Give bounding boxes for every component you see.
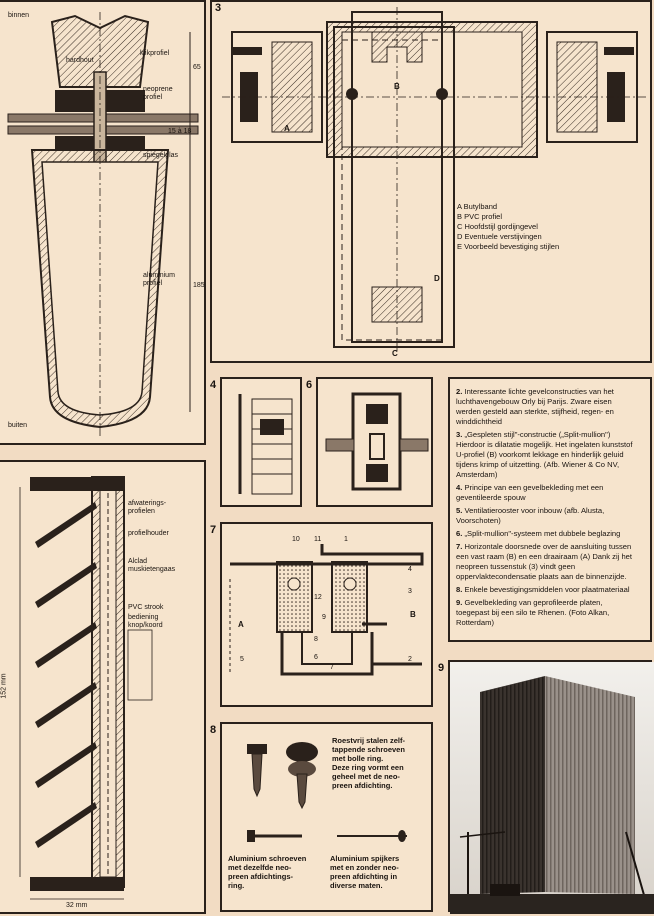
figure-3-legend [457,202,559,252]
legend-item-a: A Butylband [457,202,498,211]
figure-8-number: 8 [210,724,217,736]
note-alu-nails: Aluminium spijkers met en zonder neo- preen afdichting in diverse maten. [330,854,400,890]
fig7-label-9: 9 [322,614,326,621]
fig7-label-11: 11 [314,536,322,543]
figure-7-drawing [222,524,435,709]
caption-5: 5. Ventilatierooster voor inbouw (afb. Alusta, Voorschoten) [456,506,605,525]
caption-2: 2. Interessante lichte gevelconstructies van het luchthavengebouw Orly bij Parijs. Zware eisen werden gesteld aan sterkte, stijfheid, regen- en winddichtheid [456,387,614,426]
note-alu-screws: Aluminium schroeven met dezelfde neo- preen afdichtings- ring. [228,854,307,890]
fig7-label-2: 2 [408,656,412,663]
figure-5-drawing [0,462,208,916]
legend-item-d: D Eventuele verstijvingen [457,232,542,241]
captions-list [456,387,636,631]
figure-8-panel [210,722,433,912]
caption-6: 6. „Split-mullion"-systeem met dubbele beglazing [456,529,621,538]
label-alclad: Alclad muskietengaas [128,558,176,573]
figure-7-panel [210,522,433,707]
label-spiegelglas: spiegelglas [143,152,179,159]
figure-5-panel [0,460,206,914]
figure-3-number: 3 [215,2,222,14]
silo-photo [450,662,654,914]
figure-1-drawing [0,2,208,447]
caption-7: 7. Horizontale doorsnede over de aansluiting tussen een vast raam (B) en een draairaam (A) Dank zij het neopreen tussenstuk (3) vindt geen oppervlaktecondensatie plaats aan de binnenzijde. [456,542,632,581]
fig7-label-8: 8 [314,636,318,643]
legend-item-c: C Hoofdstijl gordijngevel [457,222,538,231]
caption-4: 4. Principe van een gevelbekleding met een geventileerde spouw [456,483,604,502]
figure-4-drawing [222,379,304,509]
label-hardhout: hardhout [66,57,94,64]
legend-item-e: E Voorbeeld bevestiging stijlen [457,242,560,251]
caption-8: 8. Enkele bevestigingsmiddelen voor plaatmateriaal [456,585,630,594]
label-dim-65: 65 [193,64,201,71]
figure-9-number: 9 [438,662,445,674]
fig7-label-5: 5 [240,656,244,663]
label-profielhouder: profielhouder [128,530,169,537]
figure-7-number: 7 [210,524,217,536]
label-bediening: bediening knop/koord [128,614,163,629]
figure-4-number: 4 [210,379,217,391]
figure-3-marker-c: C [392,349,398,358]
label-klikprofiel: klikprofiel [140,50,170,57]
figure-9-panel [438,660,652,912]
label-dim-185: 185 [193,282,205,289]
figure-3-panel [210,0,652,363]
label-height: 152 mm [0,673,8,699]
fig7-label-3: 3 [408,588,412,595]
figure-4-panel [210,377,302,507]
label-afwatering: afwaterings- profielen [128,500,167,515]
figure-3-drawing [212,2,654,365]
label-neoprene: neoprene profiel [143,86,173,101]
legend-item-b: B PVC profiel [457,212,503,221]
figure-6-drawing [318,379,435,509]
fig7-label-7: 7 [330,664,334,671]
label-pvc: PVC strook [128,604,164,611]
figure-6-panel [306,377,433,507]
label-binnen: binnen [8,12,30,19]
fig7-label-4: 4 [408,566,412,573]
fig7-label-1: 1 [344,536,348,543]
label-width: 32 mm [66,902,88,909]
fig7-label-10: 10 [292,536,300,543]
figure-1-panel [0,0,206,445]
figure-3-marker-d: D [434,274,440,283]
fig7-marker-b: B [410,610,416,619]
fig7-label-6: 6 [314,654,318,661]
figure-3-marker-b: B [394,82,400,91]
label-dim-15: 15 à 18 [168,128,192,135]
figure-6-number: 6 [306,379,313,391]
figure-3-marker-a: A [284,124,290,133]
caption-9: 9. Gevelbekleding van geprofileerde platen, toegepast bij een silo te Rhenen. (Foto Alkan, Rotterdam) [456,598,610,627]
label-aluminium: aluminium profiel [143,272,175,287]
fig7-label-12: 12 [314,594,322,601]
fig7-marker-a: A [238,620,244,629]
captions-panel [448,377,652,642]
caption-3: 3. „Gespleten stijl"-constructie („Split-mullion") Hierdoor is dilatatie mogelijk. Het ingelaten kunststof U-profiel (B) voorkomt lekkage en hinderlijk geluid tijdens krimp of uitzetting. (Afb. Wiener & Co NV, Amsterdam) [456,430,633,479]
label-buiten: buiten [8,422,28,429]
note-rvs-screws: Roestvrij stalen zelf- tappende schroeven met bolle ring. Deze ring vormt een geheel met de neo- preen afdichting. [332,736,405,790]
